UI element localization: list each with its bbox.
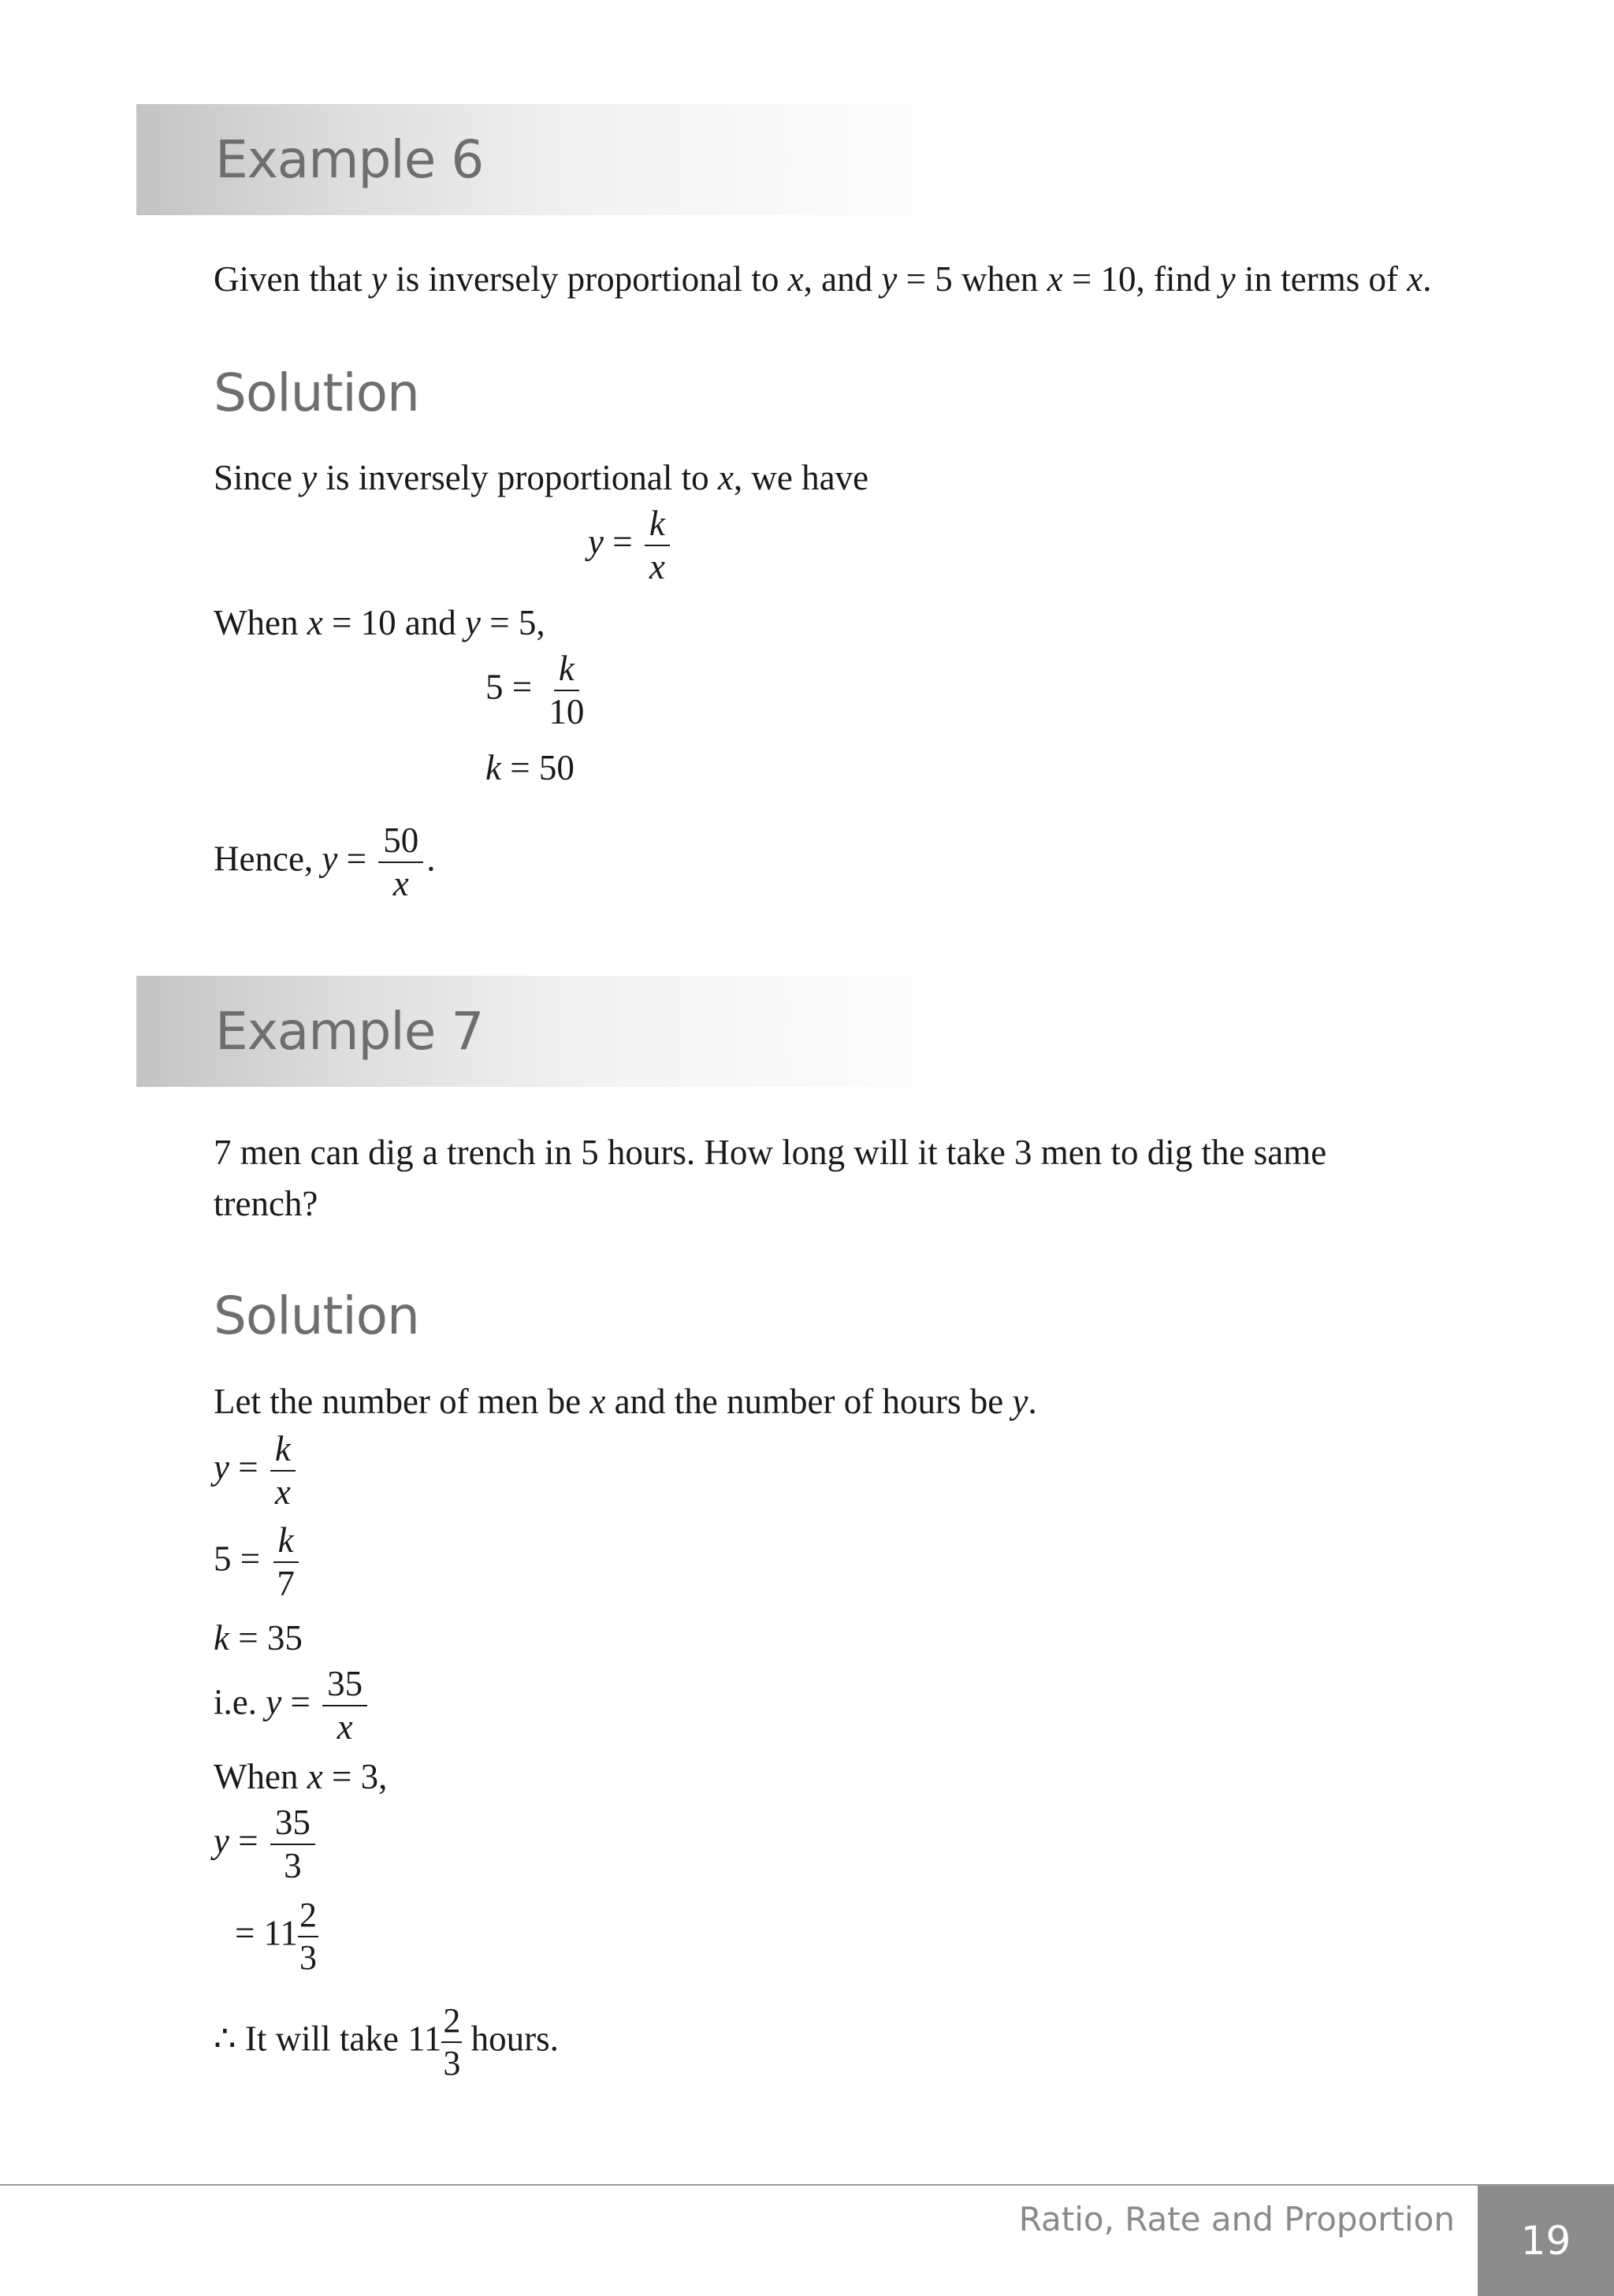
example-6-banner	[136, 104, 987, 215]
example-7-solution-line-1: Let the number of men be x and the number of hours be y.	[214, 1382, 1037, 1421]
example-7-solution-heading: Solution	[214, 1286, 419, 1346]
footer-divider	[0, 2184, 1614, 2186]
example-6-title: Example 6	[215, 129, 484, 190]
example-6-solution-line-2: When x = 10 and y = 5,	[214, 603, 545, 642]
example-7-equation-3: k = 35	[214, 1618, 303, 1658]
example-6-equation-3: k = 50	[485, 748, 575, 787]
example-7-equation-1: y = $\frac{k}{x}$	[214, 1431, 299, 1510]
page-number-box	[1478, 2186, 1614, 2296]
example-7-solution-line-2: When x = 3,	[214, 1757, 388, 1796]
example-7-equation-2: 5 = $\frac{k}{7}$	[214, 1523, 303, 1602]
example-7-question-line-2: trench?	[214, 1184, 318, 1223]
example-7-title: Example 7	[215, 1001, 484, 1062]
example-6-solution-heading: Solution	[214, 363, 419, 423]
example-6-equation-2: 5 = $\frac{k}{10}$	[485, 649, 585, 731]
example-7-banner	[136, 976, 987, 1087]
page-number: 19	[1520, 2218, 1571, 2264]
example-6-solution-line-1: Since y is inversely proportional to x, we have	[214, 458, 869, 497]
example-6-hence: Hence, y = $\frac{50}{x}$ .	[214, 821, 436, 903]
example-7-equation-6: = 11 $\frac{2}{3}$	[235, 1896, 317, 1977]
example-7-equation-5: y = $\frac{35}{3}$	[214, 1805, 318, 1884]
footer-chapter-title: Ratio, Rate and Proportion	[1018, 2200, 1455, 2238]
example-6-question: Given that y is inversely proportional to x, and y = 5 when x = 10, find y in terms of x.	[214, 259, 1432, 299]
example-6-equation-1: y = $\frac{k}{x}$	[588, 506, 673, 585]
example-7-conclusion: ∴ It will take 11 $\frac{2}{3}$ hours.	[214, 2001, 559, 2082]
example-7-equation-4: i.e. y = $\frac{35}{x}$	[214, 1666, 370, 1745]
example-7-question-line-1: 7 men can dig a trench in 5 hours. How long will it take 3 men to dig the same	[214, 1133, 1327, 1172]
